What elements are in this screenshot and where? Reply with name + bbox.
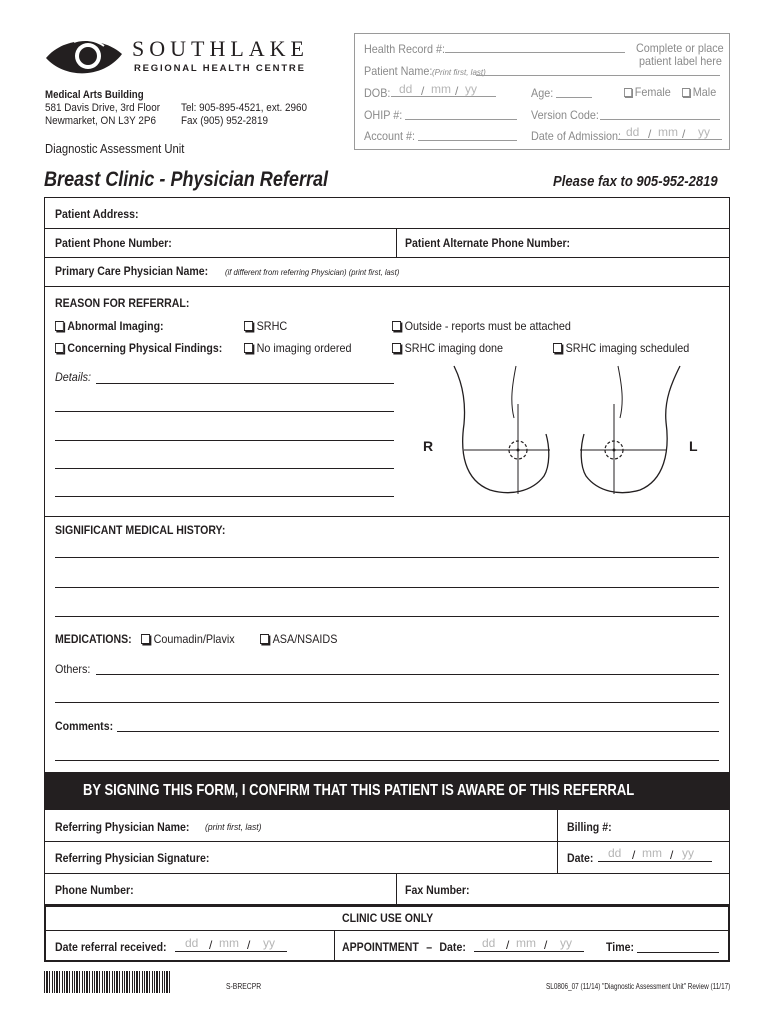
- pcp-hint: (if different from referring Physician) (print first, last): [225, 267, 400, 277]
- history-line-1[interactable]: [55, 557, 719, 558]
- version-code-label: Version Code:: [531, 108, 599, 122]
- clinic-use-heading: CLINIC USE ONLY: [342, 911, 434, 925]
- female-label: Female: [634, 85, 671, 99]
- patient-address-field[interactable]: [150, 200, 725, 226]
- srhc-done-label: SRHC imaging done: [404, 341, 504, 355]
- srhc-scheduled-label: SRHC imaging scheduled: [565, 341, 690, 355]
- srhc-scheduled-checkbox[interactable]: [553, 341, 689, 355]
- unit-name: Diagnostic Assessment Unit: [45, 142, 185, 156]
- dob-dd: dd: [399, 82, 413, 96]
- details-line-4[interactable]: [55, 468, 394, 469]
- received-dd: dd: [185, 936, 199, 950]
- appointment-label: APPOINTMENT – Date:: [342, 940, 466, 954]
- asa-label: ASA/NSAIDS: [272, 632, 338, 646]
- details-label: Details:: [55, 370, 92, 384]
- reason-heading: REASON FOR REFERRAL:: [55, 296, 190, 310]
- physician-name-label: Referring Physician Name:: [55, 820, 190, 834]
- history-line-3[interactable]: [55, 616, 719, 617]
- patient-alt-phone-label: Patient Alternate Phone Number:: [405, 236, 571, 250]
- telephone: Tel: 905-895-4521, ext. 2960: [181, 102, 308, 114]
- comments-line-2[interactable]: [55, 760, 719, 761]
- no-imaging-checkbox[interactable]: [244, 341, 351, 355]
- physician-phone-field[interactable]: [150, 876, 392, 902]
- patient-name-hint: (Print first, last): [432, 68, 486, 77]
- brand-subtitle: REGIONAL HEALTH CENTRE: [134, 63, 306, 74]
- building-name: Medical Arts Building: [45, 89, 144, 101]
- dob-label: DOB:: [364, 86, 391, 100]
- details-line-5[interactable]: [55, 496, 394, 497]
- physician-date-yy: yy: [682, 846, 694, 860]
- patient-address-label: Patient Address:: [55, 207, 139, 221]
- address-line-1: 581 Davis Drive, 3rd Floor: [45, 102, 161, 114]
- signature-field[interactable]: [230, 844, 552, 870]
- srhc-checkbox[interactable]: [244, 319, 287, 333]
- appointment-dd: dd: [482, 936, 496, 950]
- female-checkbox[interactable]: [624, 85, 671, 99]
- patient-phone-field[interactable]: [186, 230, 392, 256]
- patient-name-field[interactable]: [476, 75, 720, 76]
- ohip-label: OHIP #:: [364, 108, 403, 122]
- concerning-findings-checkbox[interactable]: [55, 341, 222, 355]
- account-label: Account #:: [364, 129, 416, 143]
- admission-dd: dd: [626, 125, 640, 139]
- appointment-mm: mm: [516, 936, 536, 950]
- physician-phone-label: Phone Number:: [55, 883, 134, 897]
- others-line-1[interactable]: [96, 674, 719, 675]
- physician-name-field[interactable]: [270, 812, 552, 838]
- health-record-label: Health Record #:: [364, 42, 446, 56]
- physician-date-field[interactable]: dd / mm / yy: [598, 846, 712, 864]
- srhc-done-checkbox[interactable]: [392, 341, 503, 355]
- male-checkbox[interactable]: [682, 85, 716, 99]
- comments-label: Comments:: [55, 719, 114, 733]
- history-heading: SIGNIFICANT MEDICAL HISTORY:: [55, 523, 226, 537]
- form-code: S-BRECPR: [226, 982, 262, 991]
- medications-label: MEDICATIONS:: [55, 632, 132, 646]
- complete-note-line-1: Complete or place: [636, 41, 724, 55]
- billing-field[interactable]: [620, 812, 725, 838]
- billing-label: Billing #:: [567, 820, 612, 834]
- pcp-label: Primary Care Physician Name:: [55, 264, 209, 278]
- physician-date-dd: dd: [608, 846, 622, 860]
- brand-name: SOUTHLAKE: [132, 36, 309, 61]
- abnormal-imaging-checkbox[interactable]: [55, 319, 164, 333]
- ohip-field[interactable]: [405, 119, 517, 120]
- barcode: [44, 971, 172, 993]
- eye-logo-icon: [44, 34, 124, 80]
- srhc-label: SRHC: [256, 319, 288, 333]
- abnormal-imaging-label: Abnormal Imaging:: [67, 319, 164, 333]
- admission-yy: yy: [698, 125, 710, 139]
- male-label: Male: [692, 85, 717, 99]
- received-mm: mm: [219, 936, 239, 950]
- fax: Fax (905) 952-2819: [181, 115, 268, 127]
- time-field[interactable]: [637, 952, 719, 953]
- asa-checkbox[interactable]: [260, 632, 337, 646]
- revision-note: SL0806_07 (11/14) "Diagnostic Assessment Unit" Review (11/17): [546, 982, 731, 991]
- comments-line-1[interactable]: [117, 731, 719, 732]
- date-received-field[interactable]: dd / mm / yy: [175, 936, 287, 954]
- others-label: Others:: [55, 662, 91, 676]
- admission-mm: mm: [658, 125, 678, 139]
- dob-yy: yy: [465, 82, 477, 96]
- received-yy: yy: [263, 936, 275, 950]
- details-line-2[interactable]: [55, 411, 394, 412]
- patient-name-label: Patient Name:: [364, 64, 433, 78]
- appointment-yy: yy: [560, 936, 572, 950]
- details-line-3[interactable]: [55, 440, 394, 441]
- physician-date-label: Date:: [567, 851, 594, 865]
- details-line-1[interactable]: [96, 383, 394, 384]
- patient-phone-label: Patient Phone Number:: [55, 236, 172, 250]
- date-admission-field[interactable]: dd / mm / yy: [618, 125, 722, 141]
- signature-label: Referring Physician Signature:: [55, 851, 210, 865]
- age-label: Age:: [531, 86, 554, 100]
- pcp-field[interactable]: [425, 260, 725, 284]
- health-record-field[interactable]: [445, 52, 625, 53]
- physician-date-mm: mm: [642, 846, 662, 860]
- right-side-label: R: [423, 438, 434, 454]
- physician-fax-field[interactable]: [480, 876, 726, 902]
- coumadin-label: Coumadin/Plavix: [153, 632, 235, 646]
- confirm-banner-text: BY SIGNING THIS FORM, I CONFIRM THAT THIS PATIENT IS AWARE OF THIS REFERRAL: [83, 782, 635, 799]
- outside-label: Outside - reports must be attached: [404, 319, 571, 333]
- physician-fax-label: Fax Number:: [405, 883, 470, 897]
- physician-name-hint: (print first, last): [205, 822, 262, 833]
- patient-alt-phone-field[interactable]: [590, 230, 726, 256]
- left-side-label: L: [689, 438, 698, 454]
- fax-note: Please fax to 905-952-2819: [553, 174, 718, 190]
- dob-field[interactable]: dd / mm / yy: [391, 82, 496, 98]
- coumadin-checkbox[interactable]: [141, 632, 235, 646]
- form-title: Breast Clinic - Physician Referral: [44, 168, 329, 191]
- southlake-logo: [44, 34, 124, 80]
- appointment-date-field[interactable]: dd / mm / yy: [474, 936, 584, 954]
- breast-diagram[interactable]: [450, 362, 690, 504]
- no-imaging-label: No imaging ordered: [256, 341, 352, 355]
- time-label: Time:: [606, 940, 634, 954]
- outside-checkbox[interactable]: [392, 319, 571, 333]
- dob-mm: mm: [431, 82, 451, 96]
- address-line-2: Newmarket, ON L3Y 2P6: [45, 115, 156, 127]
- version-code-field[interactable]: [600, 119, 720, 120]
- complete-note-line-2: patient label here: [639, 54, 722, 68]
- account-field[interactable]: [418, 140, 517, 141]
- concerning-findings-label: Concerning Physical Findings:: [67, 341, 223, 355]
- history-line-2[interactable]: [55, 587, 719, 588]
- date-admission-label: Date of Admission:: [531, 129, 622, 143]
- age-field[interactable]: [556, 97, 592, 98]
- others-line-2[interactable]: [55, 702, 719, 703]
- date-received-label: Date referral received:: [55, 940, 167, 954]
